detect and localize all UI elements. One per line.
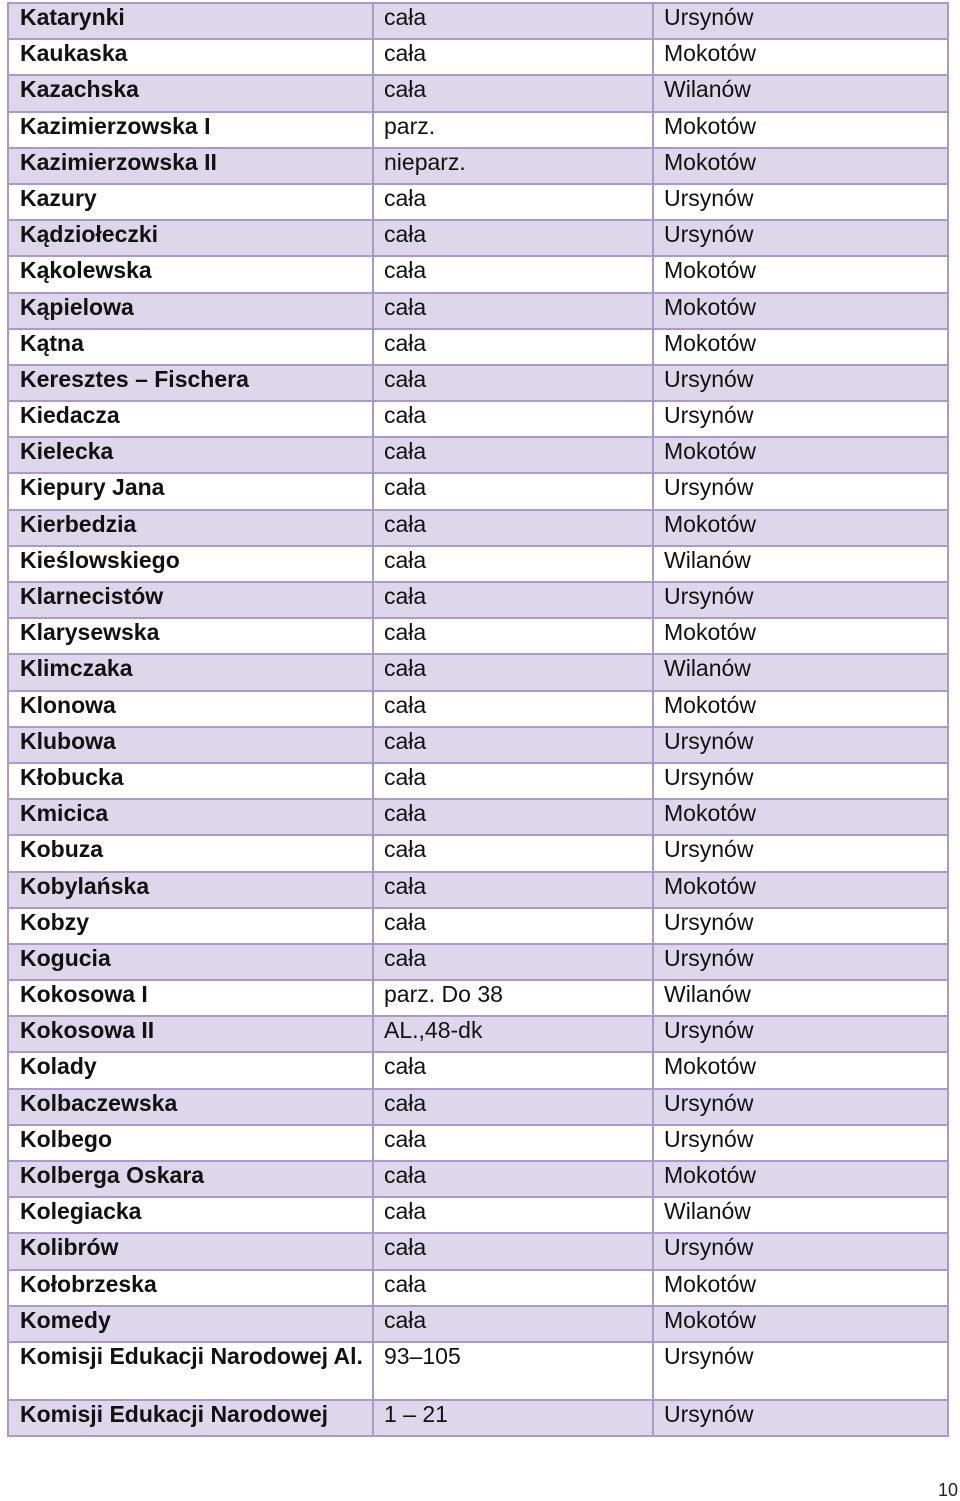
table-row bbox=[8, 1016, 948, 1052]
district-cell: Mokotów bbox=[653, 39, 948, 75]
district-cell: Mokotów bbox=[653, 799, 948, 835]
table-row bbox=[8, 473, 948, 509]
street-name-cell: Kazimierzowska I bbox=[8, 112, 373, 148]
street-name-cell: Klimczaka bbox=[8, 654, 373, 690]
street-part-cell: cała bbox=[373, 546, 653, 582]
district-cell: Ursynów bbox=[653, 944, 948, 980]
table-row bbox=[8, 691, 948, 727]
table-row bbox=[8, 39, 948, 75]
street-name-cell: Kielecka bbox=[8, 437, 373, 473]
street-part-cell: cała bbox=[373, 39, 653, 75]
district-cell: Mokotów bbox=[653, 691, 948, 727]
street-part-cell: cała bbox=[373, 1052, 653, 1088]
street-name-cell: Kieślowskiego bbox=[8, 546, 373, 582]
street-part-cell: cała bbox=[373, 401, 653, 437]
street-part-cell: cała bbox=[373, 691, 653, 727]
district-cell: Mokotów bbox=[653, 1161, 948, 1197]
table-row bbox=[8, 799, 948, 835]
table-row bbox=[8, 582, 948, 618]
district-cell: Ursynów bbox=[653, 1089, 948, 1125]
table-row bbox=[8, 1270, 948, 1306]
street-name-cell: Kądziołeczki bbox=[8, 220, 373, 256]
street-name-cell: Kolibrów bbox=[8, 1233, 373, 1269]
street-part-cell: cała bbox=[373, 1089, 653, 1125]
district-cell: Wilanów bbox=[653, 75, 948, 111]
street-name-cell: Klonowa bbox=[8, 691, 373, 727]
table-row bbox=[8, 1125, 948, 1161]
page-number: 10 bbox=[937, 1480, 958, 1500]
street-part-cell: 1 – 21 bbox=[373, 1400, 653, 1436]
street-name-cell: Kołobrzeska bbox=[8, 1270, 373, 1306]
street-part-cell: 93–105 bbox=[373, 1342, 653, 1400]
district-cell: Ursynów bbox=[653, 908, 948, 944]
district-cell: Mokotów bbox=[653, 872, 948, 908]
table-row bbox=[8, 1161, 948, 1197]
street-part-cell: cała bbox=[373, 510, 653, 546]
table-row bbox=[8, 1197, 948, 1233]
table-row bbox=[8, 510, 948, 546]
street-part-cell: cała bbox=[373, 763, 653, 799]
table-row bbox=[8, 3, 948, 39]
street-part-cell: cała bbox=[373, 872, 653, 908]
street-name-cell: Komisji Edukacji Narodowej Al. bbox=[8, 1342, 373, 1400]
district-cell: Ursynów bbox=[653, 582, 948, 618]
street-part-cell: cała bbox=[373, 582, 653, 618]
street-name-cell: Kobzy bbox=[8, 908, 373, 944]
street-part-cell: cała bbox=[373, 3, 653, 39]
district-cell: Ursynów bbox=[653, 763, 948, 799]
district-cell: Mokotów bbox=[653, 293, 948, 329]
street-name-cell: Kazimierzowska II bbox=[8, 148, 373, 184]
street-name-cell: Keresztes – Fischera bbox=[8, 365, 373, 401]
street-part-cell: cała bbox=[373, 835, 653, 871]
street-part-cell: AL.,48-dk bbox=[373, 1016, 653, 1052]
table-row bbox=[8, 835, 948, 871]
district-cell: Wilanów bbox=[653, 654, 948, 690]
street-name-cell: Komisji Edukacji Narodowej bbox=[8, 1400, 373, 1436]
table-row bbox=[8, 1400, 948, 1436]
district-cell: Mokotów bbox=[653, 1306, 948, 1342]
table-row bbox=[8, 1233, 948, 1269]
street-name-cell: Kolbaczewska bbox=[8, 1089, 373, 1125]
street-part-cell: cała bbox=[373, 654, 653, 690]
district-cell: Ursynów bbox=[653, 1400, 948, 1436]
district-cell: Mokotów bbox=[653, 112, 948, 148]
street-name-cell: Kłobucka bbox=[8, 763, 373, 799]
district-cell: Ursynów bbox=[653, 1233, 948, 1269]
district-cell: Ursynów bbox=[653, 220, 948, 256]
district-cell: Ursynów bbox=[653, 835, 948, 871]
street-part-cell: cała bbox=[373, 908, 653, 944]
table-row bbox=[8, 546, 948, 582]
street-name-cell: Klarysewska bbox=[8, 618, 373, 654]
street-name-cell: Kokosowa I bbox=[8, 980, 373, 1016]
table-row bbox=[8, 1342, 948, 1400]
table-row bbox=[8, 944, 948, 980]
street-part-cell: cała bbox=[373, 799, 653, 835]
street-name-cell: Kolberga Oskara bbox=[8, 1161, 373, 1197]
street-name-cell: Kogucia bbox=[8, 944, 373, 980]
district-cell: Mokotów bbox=[653, 618, 948, 654]
street-part-cell: cała bbox=[373, 944, 653, 980]
street-part-cell: cała bbox=[373, 329, 653, 365]
table-row bbox=[8, 293, 948, 329]
street-part-cell: cała bbox=[373, 1161, 653, 1197]
street-name-cell: Kmicica bbox=[8, 799, 373, 835]
table-row bbox=[8, 75, 948, 111]
street-name-cell: Kaukaska bbox=[8, 39, 373, 75]
district-cell: Wilanów bbox=[653, 1197, 948, 1233]
table-row bbox=[8, 1052, 948, 1088]
street-part-cell: cała bbox=[373, 618, 653, 654]
street-district-table bbox=[7, 2, 949, 1437]
table-row bbox=[8, 148, 948, 184]
street-part-cell: cała bbox=[373, 1233, 653, 1269]
table-row bbox=[8, 763, 948, 799]
street-name-cell: Kazachska bbox=[8, 75, 373, 111]
table-row bbox=[8, 1306, 948, 1342]
street-part-cell: parz. bbox=[373, 112, 653, 148]
district-cell: Ursynów bbox=[653, 365, 948, 401]
table-row bbox=[8, 980, 948, 1016]
street-part-cell: cała bbox=[373, 1270, 653, 1306]
street-part-cell: cała bbox=[373, 1306, 653, 1342]
table-row bbox=[8, 112, 948, 148]
street-name-cell: Kątna bbox=[8, 329, 373, 365]
street-part-cell: cała bbox=[373, 220, 653, 256]
street-name-cell: Kokosowa II bbox=[8, 1016, 373, 1052]
district-cell: Mokotów bbox=[653, 1052, 948, 1088]
street-name-cell: Kąkolewska bbox=[8, 256, 373, 292]
table-row bbox=[8, 220, 948, 256]
street-name-cell: Kiepury Jana bbox=[8, 473, 373, 509]
district-cell: Ursynów bbox=[653, 1125, 948, 1161]
district-cell: Ursynów bbox=[653, 1342, 948, 1400]
table-row bbox=[8, 618, 948, 654]
table-row bbox=[8, 184, 948, 220]
street-part-cell: cała bbox=[373, 256, 653, 292]
table-row bbox=[8, 872, 948, 908]
table-row bbox=[8, 908, 948, 944]
district-cell: Ursynów bbox=[653, 473, 948, 509]
street-name-cell: Kolegiacka bbox=[8, 1197, 373, 1233]
district-cell: Mokotów bbox=[653, 256, 948, 292]
table-row bbox=[8, 365, 948, 401]
table-row bbox=[8, 256, 948, 292]
street-part-cell: cała bbox=[373, 727, 653, 763]
street-part-cell: cała bbox=[373, 473, 653, 509]
district-cell: Ursynów bbox=[653, 184, 948, 220]
street-part-cell: cała bbox=[373, 1197, 653, 1233]
street-name-cell: Kobylańska bbox=[8, 872, 373, 908]
district-cell: Mokotów bbox=[653, 437, 948, 473]
street-part-cell: cała bbox=[373, 437, 653, 473]
district-cell: Ursynów bbox=[653, 401, 948, 437]
street-part-cell: cała bbox=[373, 1125, 653, 1161]
district-cell: Mokotów bbox=[653, 148, 948, 184]
table-row bbox=[8, 329, 948, 365]
street-name-cell: Komedy bbox=[8, 1306, 373, 1342]
street-name-cell: Kolbego bbox=[8, 1125, 373, 1161]
street-name-cell: Kąpielowa bbox=[8, 293, 373, 329]
district-cell: Mokotów bbox=[653, 329, 948, 365]
street-part-cell: nieparz. bbox=[373, 148, 653, 184]
table-row bbox=[8, 1089, 948, 1125]
street-name-cell: Klarnecistów bbox=[8, 582, 373, 618]
table-row bbox=[8, 727, 948, 763]
street-name-cell: Kobuza bbox=[8, 835, 373, 871]
table-row bbox=[8, 437, 948, 473]
street-part-cell: cała bbox=[373, 293, 653, 329]
district-cell: Ursynów bbox=[653, 727, 948, 763]
street-part-cell: parz. Do 38 bbox=[373, 980, 653, 1016]
street-name-cell: Katarynki bbox=[8, 3, 373, 39]
district-cell: Wilanów bbox=[653, 546, 948, 582]
street-name-cell: Kazury bbox=[8, 184, 373, 220]
street-name-cell: Kolady bbox=[8, 1052, 373, 1088]
district-cell: Ursynów bbox=[653, 1016, 948, 1052]
street-part-cell: cała bbox=[373, 365, 653, 401]
street-name-cell: Klubowa bbox=[8, 727, 373, 763]
street-name-cell: Kiedacza bbox=[8, 401, 373, 437]
district-cell: Mokotów bbox=[653, 1270, 948, 1306]
table-row bbox=[8, 654, 948, 690]
table-row bbox=[8, 401, 948, 437]
district-cell: Ursynów bbox=[653, 3, 948, 39]
street-part-cell: cała bbox=[373, 184, 653, 220]
district-cell: Mokotów bbox=[653, 510, 948, 546]
street-part-cell: cała bbox=[373, 75, 653, 111]
table-body bbox=[8, 3, 948, 1436]
street-name-cell: Kierbedzia bbox=[8, 510, 373, 546]
district-cell: Wilanów bbox=[653, 980, 948, 1016]
